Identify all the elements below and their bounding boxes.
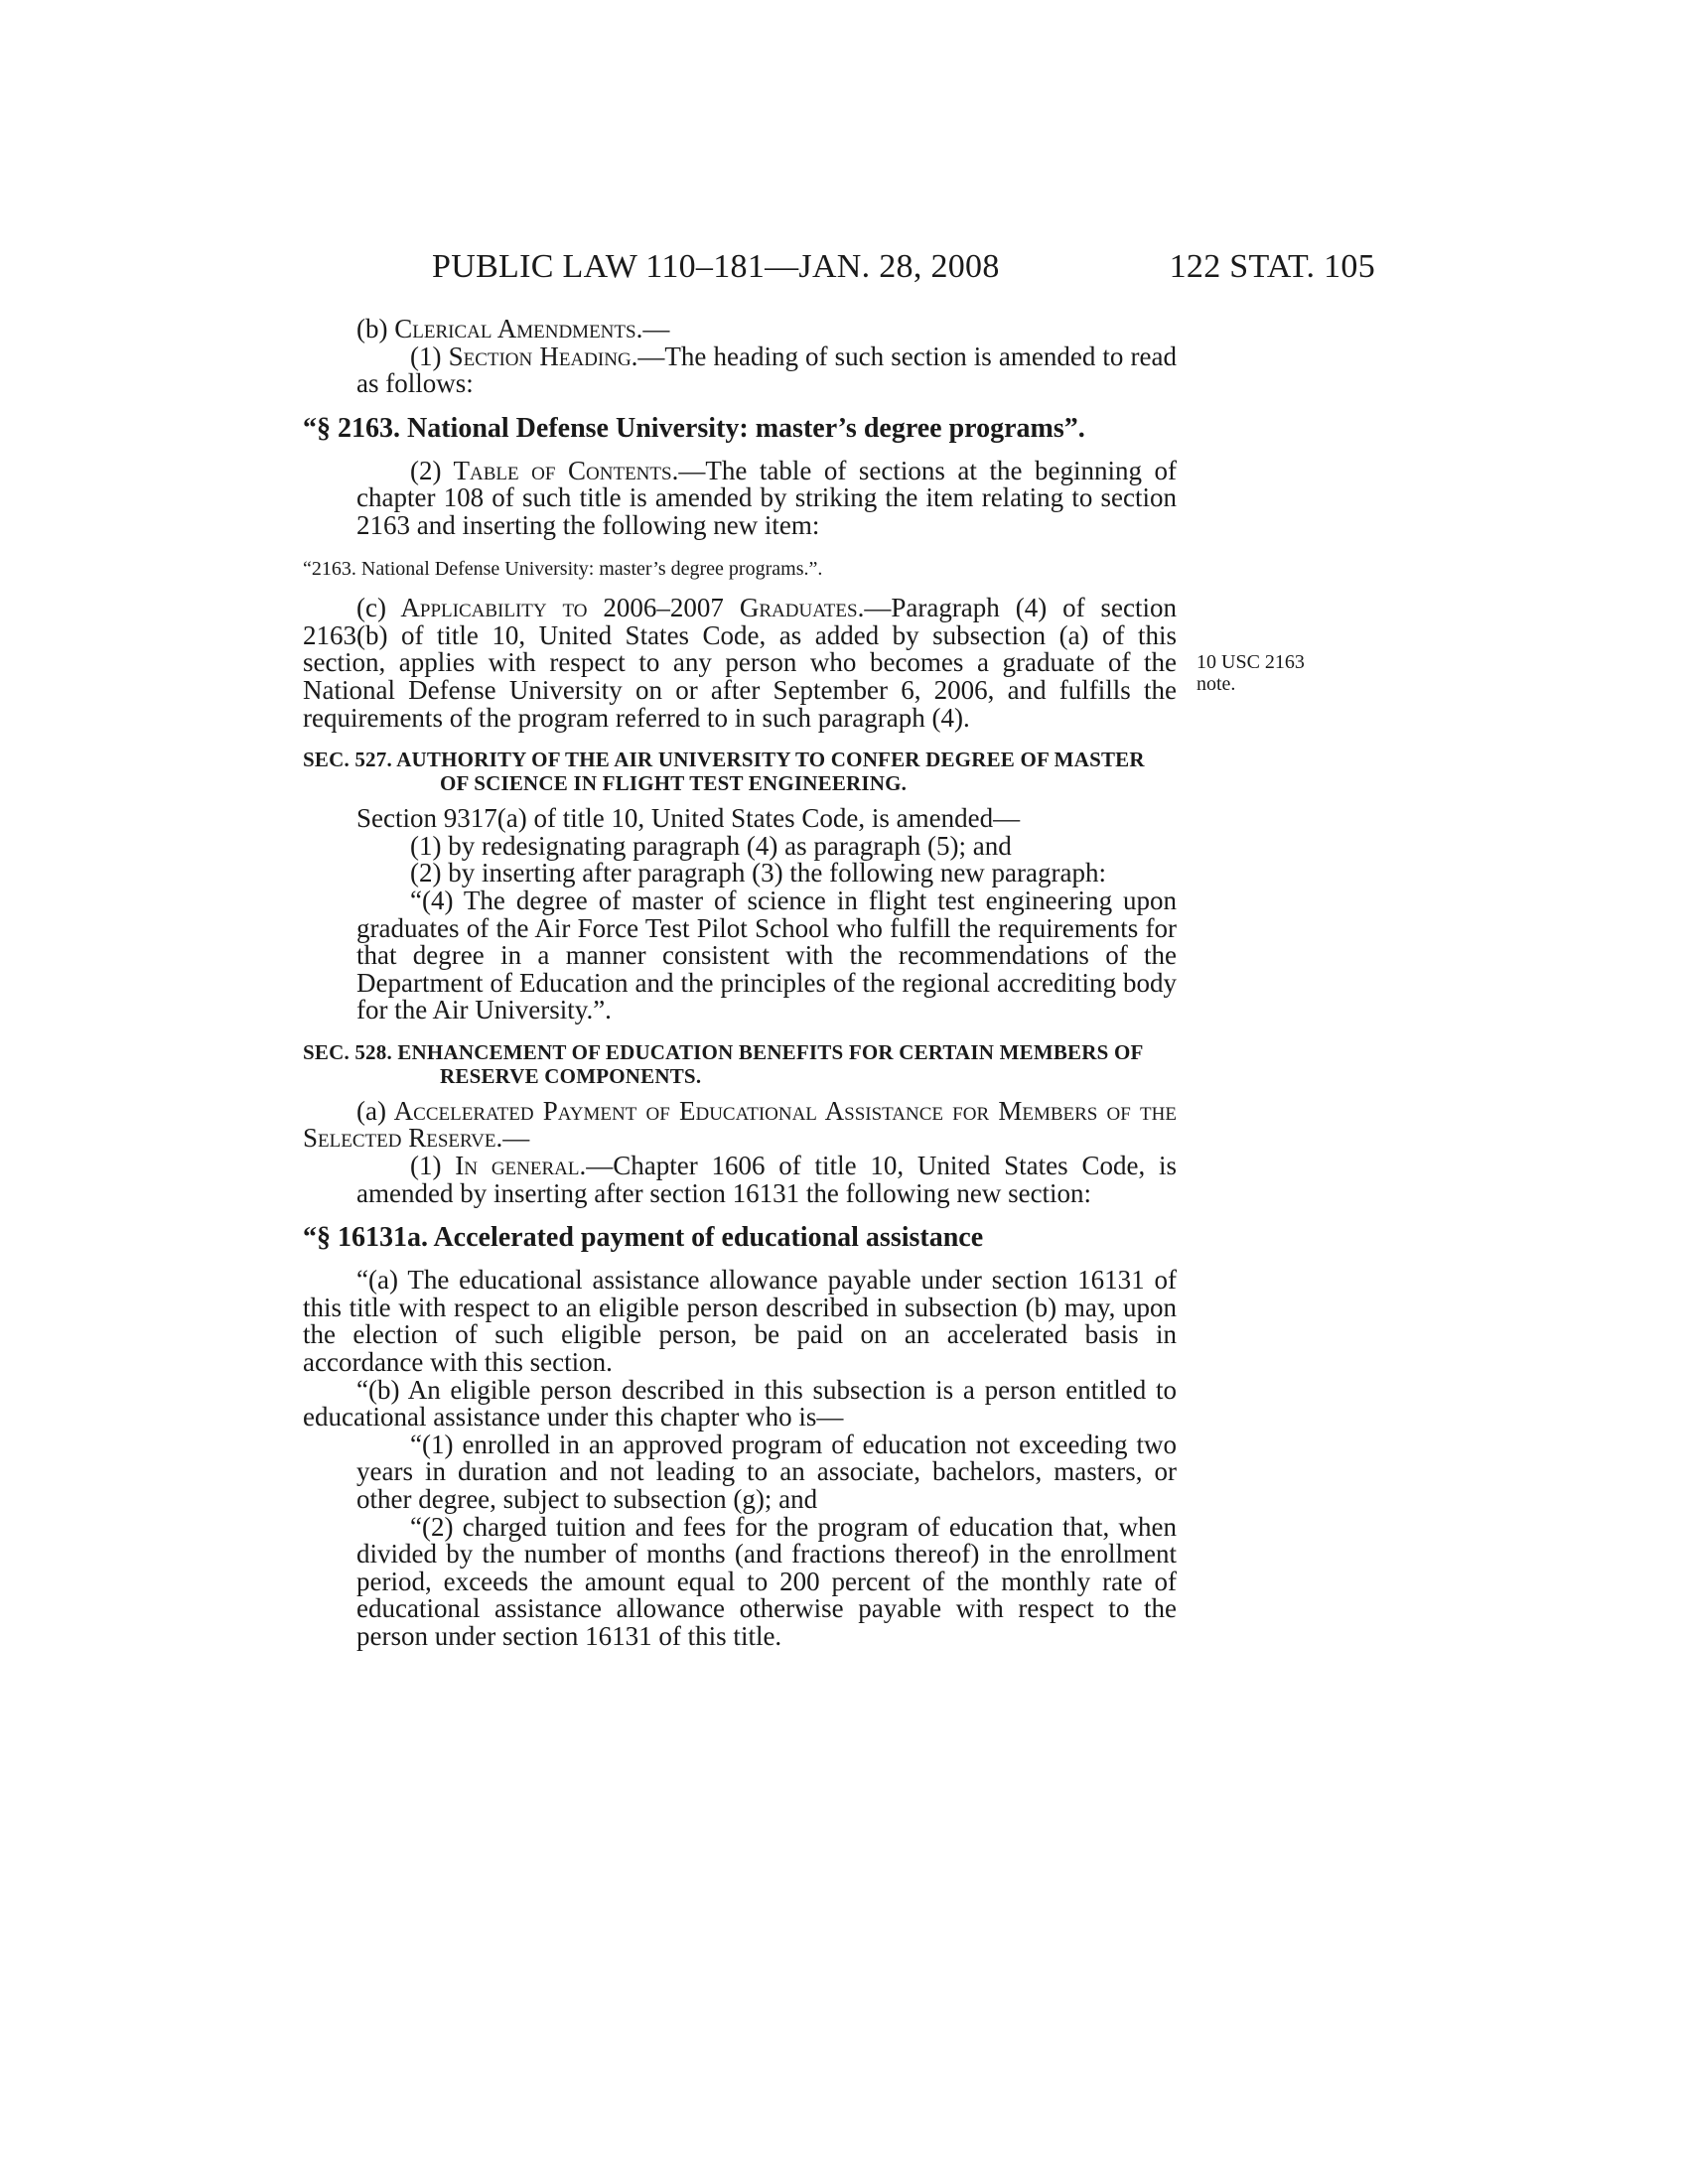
subsection-a-heading: (a) Accelerated Payment of Educational Assistance for Members of the Selected Reserve.—	[303, 1095, 1177, 1154]
section-527-item-1: (1) by redesignating paragraph (4) as paragraph (5); and	[410, 830, 1012, 861]
section-16131a-heading: “§ 16131a. Accelerated payment of educational assistance	[303, 1222, 984, 1254]
document-body	[303, 316, 1177, 1651]
paragraph-in-general: (1) In general.—Chapter 1606 of title 10, United States Code, is amended by inserting after section 16131 the following new section:	[356, 1151, 1177, 1208]
header-statute-page: 122 STAT. 105	[1169, 248, 1375, 285]
quoted-paragraph-b2: “(2) charged tuition and fees for the program of education that, when divided by the number of months (and fractions thereof) in the enrollment period, exceeds the amount equal to 200 percent of the monthly rate of educational assistance allowance otherwise payable with respect to the person under section 16131 of this title.	[356, 1511, 1177, 1651]
margin-note-label: note.	[1196, 673, 1236, 695]
header-public-law: PUBLIC LAW 110–181—JAN. 28, 2008	[432, 248, 1000, 285]
table-of-contents-item: “2163. National Defense University: master’s degree programs.”.	[303, 557, 823, 580]
paragraph-table-of-contents: (2) Table of Contents.—The table of sections at the beginning of chapter 108 of such title is amended by striking the item relating to section 2163 and inserting the following new item:	[356, 455, 1177, 540]
section-527-title: SEC. 527. AUTHORITY OF THE AIR UNIVERSITY TO CONFER DEGREE OF MASTER OF SCIENCE IN FLIGHT TEST ENGINEERING.	[303, 748, 1145, 796]
paragraph-section-heading: (1) Section Heading.—The heading of such section is amended to read as follows:	[356, 341, 1177, 399]
section-528-title: SEC. 528. ENHANCEMENT OF EDUCATION BENEFITS FOR CERTAIN MEMBERS OF RESERVE COMPONENTS.	[303, 1039, 1143, 1088]
section-527-quoted-paragraph: “(4) The degree of master of science in flight test engineering upon graduates of the Air Force Test Pilot School who fulfill the requirements for that degree in a manner consistent with the recommendations of the Department of Education and the principles of the regional accrediting body for the Air University.”.	[356, 885, 1177, 1025]
subsection-b-heading: (b) Clerical Amendments.—	[356, 314, 670, 343]
section-527-intro: Section 9317(a) of title 10, United States Code, is amended—	[356, 803, 1021, 834]
section-2163-heading: “§ 2163. National Defense University: master’s degree programs”.	[303, 412, 1085, 444]
quoted-subsection-a: “(a) The educational assistance allowance payable under section 16131 of this title with respect to an eligible person described in subsection (b) may, upon the election of such eligible person, be paid on an accelerated basis in accordance with this section.	[303, 1265, 1177, 1378]
subsection-c-applicability: (c) Applicability to 2006–2007 Graduates.—Paragraph (4) of section 2163(b) of title 10, United States Code, as added by subsection (a) of this section, applies with respect to any person who becomes a graduate of the National Defense University on or after September 6, 2006, and fulfills the requirements of the program referred to in such paragraph (4).	[303, 593, 1177, 733]
quoted-subsection-b: “(b) An eligible person described in this subsection is a person entitled to educational assistance under this chapter who is—	[303, 1374, 1177, 1433]
margin-note	[1196, 651, 1336, 695]
section-527-item-2: (2) by inserting after paragraph (3) the following new paragraph:	[410, 858, 1106, 888]
quoted-paragraph-b1: “(1) enrolled in an approved program of education not exceeding two years in duration and not leading to an associate, bachelors, masters, or other degree, subject to subsection (g); and	[356, 1429, 1177, 1514]
margin-note-citation: 10 USC 2163	[1196, 651, 1305, 673]
